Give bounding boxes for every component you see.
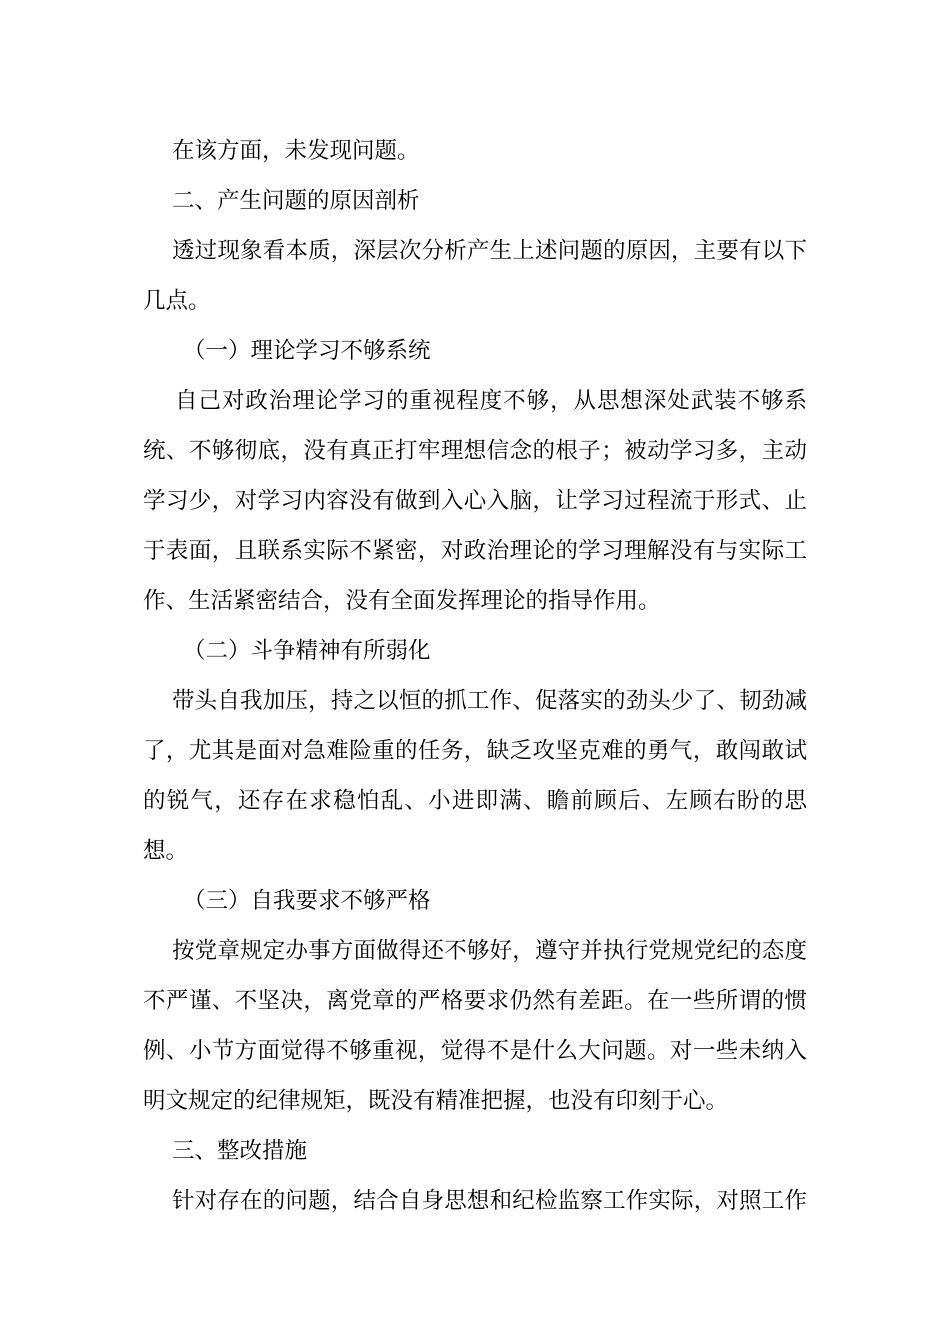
- paragraph-line: 例、小节方面觉得不够重视，觉得不是什么大问题。对一些未纳入: [143, 1038, 807, 1064]
- paragraph-line: 的锐气，还存在求稳怕乱、小进即满、瞻前顾后、左顾右盼的思: [143, 788, 807, 814]
- paragraph-line: 透过现象看本质，深层次分析产生上述问题的原因，主要有以下: [172, 238, 807, 264]
- paragraph-line: 按党章规定办事方面做得还不够好，遵守并执行党规党纪的态度: [172, 938, 807, 964]
- paragraph-line: 于表面，且联系实际不紧密，对政治理论的学习理解没有与实际工: [143, 538, 807, 564]
- paragraph-line: 作、生活紧密结合，没有全面发挥理论的指导作用。: [143, 588, 661, 614]
- paragraph-line: 不严谨、不坚决，离党章的严格要求仍然有差距。在一些所谓的惯: [143, 988, 807, 1014]
- paragraph-line: 自己对政治理论学习的重视程度不够，从思想深处武装不够系: [175, 388, 807, 414]
- paragraph-line: 在该方面，未发现问题。: [172, 138, 420, 164]
- subsection-heading: （二）斗争精神有所弱化: [183, 638, 431, 664]
- paragraph-line: 想。: [143, 838, 189, 864]
- paragraph-line: 带头自我加压，持之以恒的抓工作、促落实的劲头少了、韧劲减: [172, 688, 807, 714]
- paragraph-line: 统、不够彻底，没有真正打牢理想信念的根子；被动学习多，主动: [143, 438, 807, 464]
- paragraph-line: 几点。: [143, 288, 211, 314]
- section-heading: 三、整改措施: [172, 1138, 308, 1164]
- paragraph-line: 针对存在的问题，结合自身思想和纪检监察工作实际，对照工作: [172, 1188, 807, 1214]
- subsection-heading: （一）理论学习不够系统: [183, 338, 431, 364]
- section-heading: 二、产生问题的原因剖析: [172, 188, 420, 214]
- paragraph-line: 了，尤其是面对急难险重的任务，缺乏攻坚克难的勇气，敢闯敢试: [143, 738, 807, 764]
- paragraph-line: 学习少，对学习内容没有做到入心入脑，让学习过程流于形式、止: [143, 488, 807, 514]
- paragraph-line: 明文规定的纪律规矩，既没有精准把握，也没有印刻于心。: [143, 1088, 729, 1114]
- subsection-heading: （三）自我要求不够严格: [183, 888, 431, 914]
